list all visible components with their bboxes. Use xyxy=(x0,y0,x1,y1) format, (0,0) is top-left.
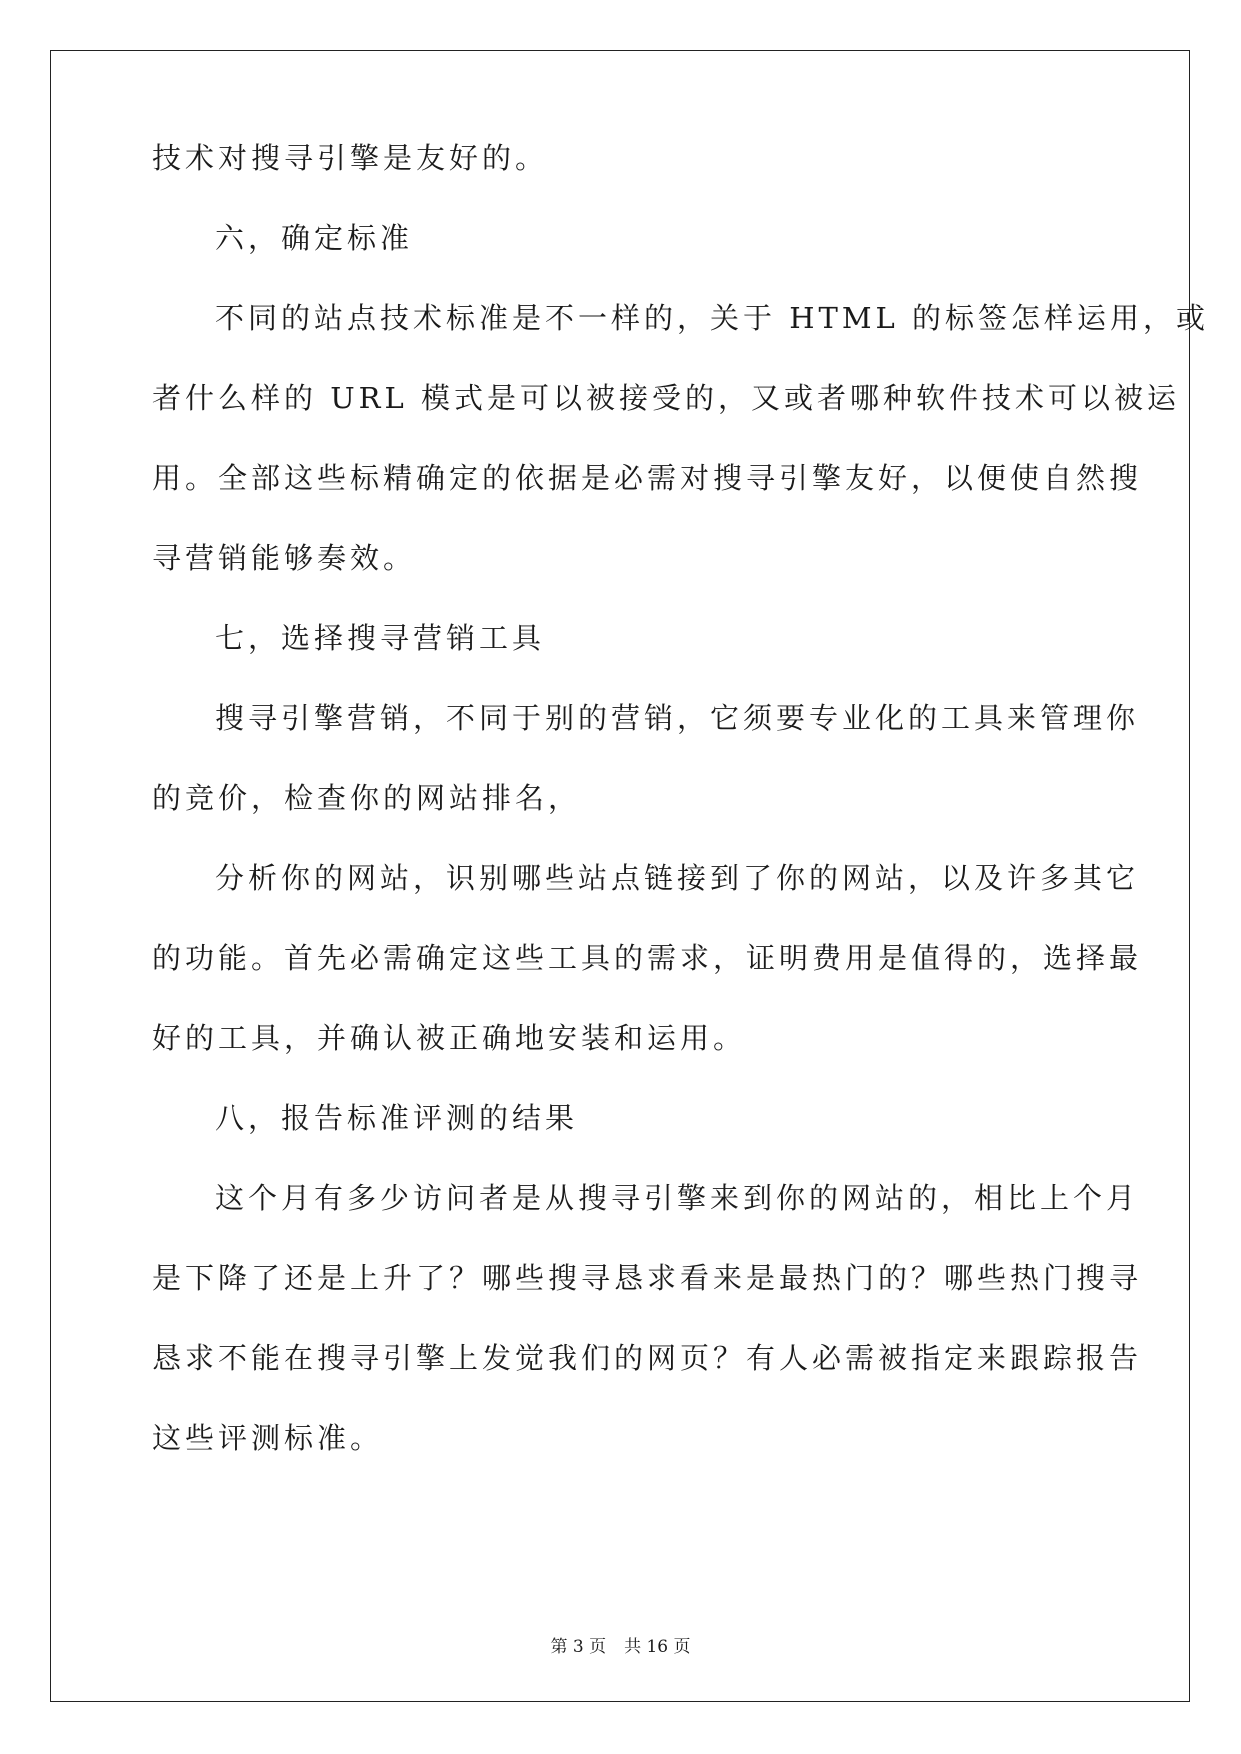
text-line: 这个月有多少访问者是从搜寻引擎来到你的网站的，相比上个月 xyxy=(215,1181,1140,1215)
text-line: 搜寻引擎营销，不同于别的营销，它须要专业化的工具来管理你 xyxy=(215,701,1140,735)
page-footer xyxy=(0,1632,1241,1657)
text-line: 不同的站点技术标准是不一样的，关于 HTML 的标签怎样运用，或 xyxy=(215,301,1210,335)
text-line: 用。全部这些标精确定的依据是必需对搜寻引擎友好，以便使自然搜 xyxy=(152,461,1143,495)
current-page-number: 第 3 页 xyxy=(550,1637,607,1657)
section-heading: 八，报告标准评测的结果 xyxy=(215,1101,579,1135)
text-line: 是下降了还是上升了？哪些搜寻恳求看来是最热门的？哪些热门搜寻 xyxy=(152,1261,1143,1295)
text-line: 这些评测标准。 xyxy=(152,1421,384,1455)
text-line: 的竞价，检查你的网站排名， xyxy=(152,781,582,815)
section-heading: 六，确定标准 xyxy=(215,221,414,255)
text-line: 者什么样的 URL 模式是可以被接受的，又或者哪种软件技术可以被运 xyxy=(152,381,1180,415)
section-heading: 七，选择搜寻营销工具 xyxy=(215,621,546,655)
text-line: 的功能。首先必需确定这些工具的需求，证明费用是值得的，选择最 xyxy=(152,941,1143,975)
document-body xyxy=(152,141,1210,1478)
text-line: 分析你的网站，识别哪些站点链接到了你的网站，以及许多其它 xyxy=(215,861,1140,895)
total-page-count: 共 16 页 xyxy=(624,1637,691,1657)
text-line: 寻营销能够奏效。 xyxy=(152,541,417,575)
text-line: 好的工具，并确认被正确地安装和运用。 xyxy=(152,1021,747,1055)
text-line: 技术对搜寻引擎是友好的。 xyxy=(152,141,549,175)
text-line: 恳求不能在搜寻引擎上发觉我们的网页？有人必需被指定来跟踪报告 xyxy=(152,1341,1143,1375)
